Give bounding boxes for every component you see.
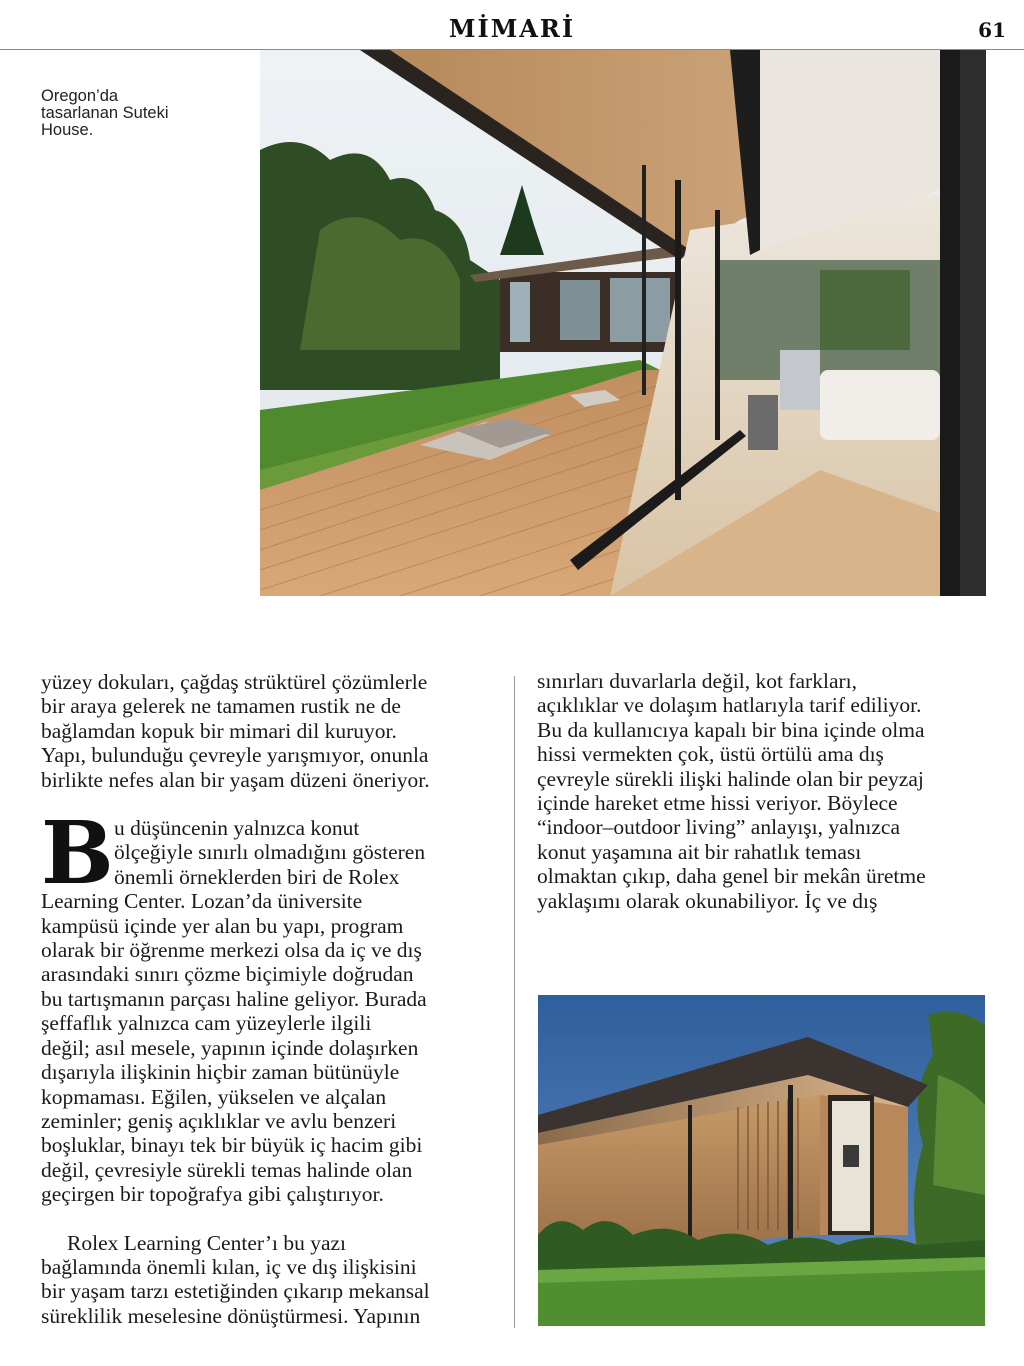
caption-line: Oregon’da — [41, 87, 119, 105]
drop-cap: B — [41, 803, 114, 905]
text-line: olmaktan çıkıp, daha genel bir mekân üretme — [537, 864, 926, 889]
text-line: ölçeğiyle sınırlı olmadığını gösteren — [114, 840, 426, 865]
text-line: “indoor–outdoor living” anlayışı, yalnızca — [537, 815, 901, 840]
text-line: değil, çevresiyle sürekli temas halinde olan — [41, 1157, 413, 1182]
text-line: bu tartışmanın parçası haline geliyor. Burada — [41, 986, 427, 1011]
text-line: hissi vermekten çok, üstü örtülü ama dış — [537, 742, 884, 767]
column-divider — [514, 676, 515, 1328]
text-line: önemli örneklerden biri de Rolex — [114, 864, 400, 889]
text-line: bir araya gelerek ne tamamen rustik ne de — [41, 694, 401, 719]
text-line: kampüsü içinde yer alan bu yapı, program — [41, 913, 404, 938]
text-line: boşluklar, binayı tek bir büyük iç hacim gibi — [41, 1133, 423, 1158]
caption-line: House. — [41, 121, 94, 139]
text-line: bağlamdan kopuk bir mimari dil kuruyor. — [41, 718, 397, 743]
main-house-photo — [260, 50, 986, 596]
text-line: yüzey dokuları, çağdaş strüktürel çözümlerle — [41, 670, 428, 694]
text-line: arasındaki sınırı çözme biçimiyle doğrudan — [41, 962, 414, 987]
left-text-column — [41, 670, 501, 1328]
text-line: dışarıyla ilişkinin hiçbir zaman bütünüyle — [41, 1060, 400, 1085]
text-line: çevreyle sürekli ilişki halinde olan bir peyzaj — [537, 766, 924, 791]
text-line: olarak bir öğrenme merkezi olsa da iç ve dış — [41, 938, 422, 963]
text-line: u düşüncenin yalnızca konut — [114, 816, 360, 841]
text-line: süreklilik meselesine dönüştürmesi. Yapının — [41, 1303, 421, 1328]
text-line: sınırları duvarlarla değil, kot farkları, — [537, 669, 857, 693]
text-line: Learning Center. Lozan’da üniversite — [41, 889, 363, 914]
text-line: bağlamında önemli kılan, iç ve dış ilişkisini — [41, 1254, 417, 1279]
section-title: MİMARİ — [448, 14, 576, 43]
page-number: 61 — [978, 18, 1006, 42]
text-line: Rolex Learning Center’ı bu yazı — [67, 1230, 347, 1255]
text-line: açıklıklar ve dolaşım hatlarıyla tarif ediliyor. — [537, 693, 922, 718]
text-line: bir yaşam tarzı estetiğinden çıkarıp mekansal — [41, 1279, 430, 1304]
text-line: Yapı, bulunduğu çevreyle yarışmıyor, onunla — [41, 743, 429, 768]
photo-caption — [41, 88, 211, 139]
dropcap-paragraph — [41, 803, 501, 1207]
text-line: geçirgen bir topoğrafya gibi çalıştırıyor. — [41, 1182, 384, 1207]
dusk-house-photo — [538, 995, 985, 1326]
right-text-column — [537, 669, 997, 913]
caption-line: tasarlanan Suteki — [41, 104, 169, 122]
text-line: yaklaşımı olarak okunabiliyor. İç ve dış — [537, 888, 878, 913]
text-line: konut yaşamına ait bir rahatlık teması — [537, 839, 862, 864]
text-line: değil; asıl mesele, yapının içinde dolaşırken — [41, 1035, 419, 1060]
text-line: birlikte nefes alan bir yaşam düzeni öneriyor. — [41, 767, 430, 792]
text-line: kopmaması. Eğilen, yükselen ve alçalan — [41, 1084, 387, 1109]
text-line: zeminler; geniş açıklıklar ve avlu benzeri — [41, 1108, 397, 1133]
text-line: şeffaflık yalnızca cam yüzeylerle ilgili — [41, 1011, 372, 1036]
text-line: Bu da kullanıcıya kapalı bir bina içinde olma — [537, 717, 925, 742]
text-line: içinde hareket etme hissi veriyor. Böylece — [537, 791, 898, 816]
